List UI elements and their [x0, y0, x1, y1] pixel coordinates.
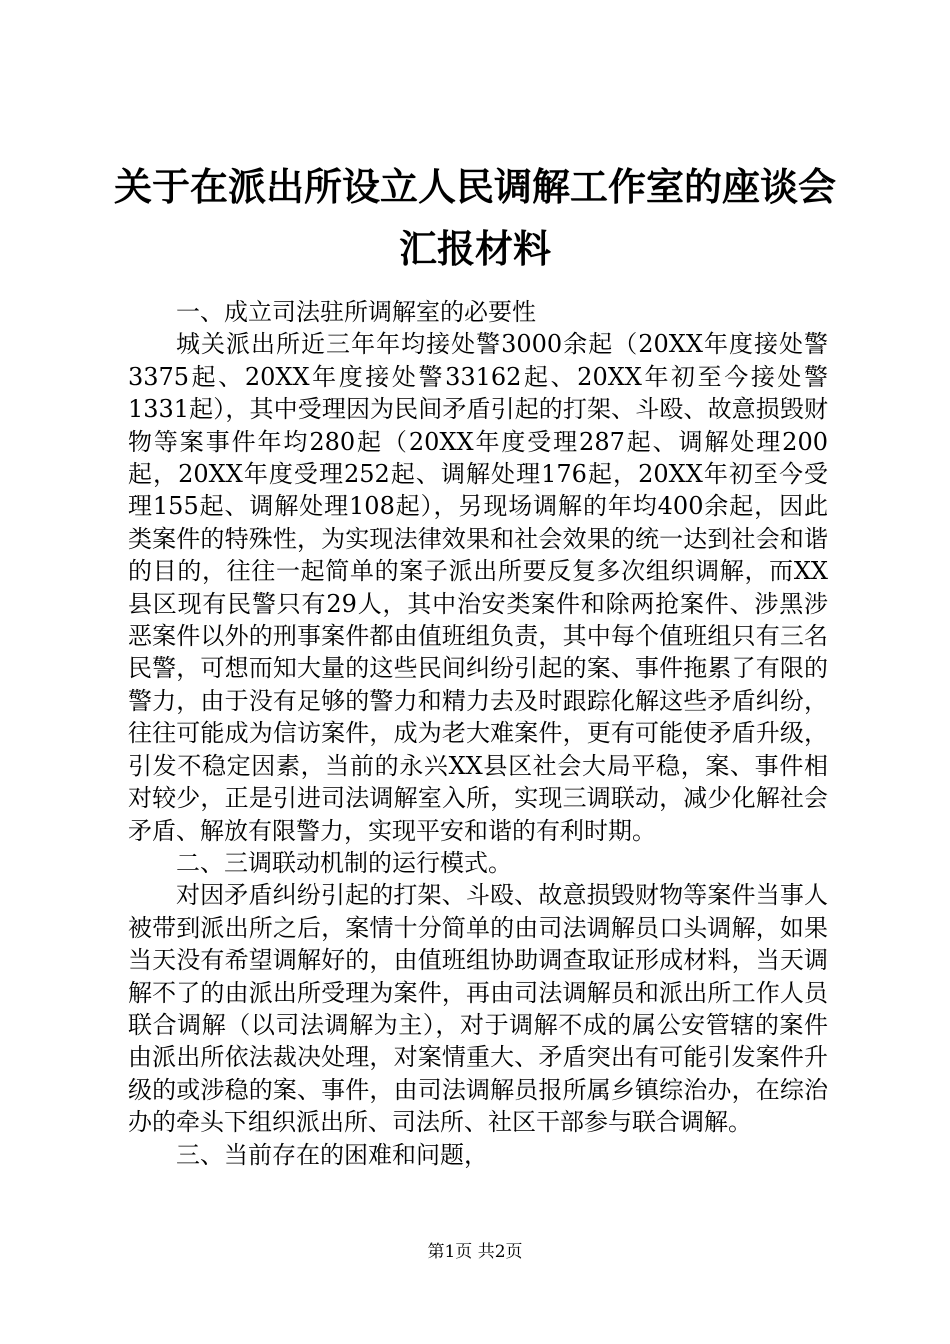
body-paragraph: 城关派出所近三年年均接处警3000余起（20XX年度接处警3375起、20XX年度接处警33162起、20XX年初至今接处警1331起），其中受理因为民间矛盾引起的打架、斗殴、故意损毁财物等案事件年均280起（20XX年度受理287起、调解处理200起，20XX年度受理252起、调解处理176起，20XX年初至今受理155起、调解处理108起），另现场调解的年均400余起，因此类案件的特殊性，为实现法律效果和社会效果的统一达到社会和谐的目的，往往一起简单的案子派出所要反复多次组织调解，而XX县区现有民警只有29人，其中治安类案件和除两抢案件、涉黑涉恶案件以外的刑事案件都由值班组负责，其中每个值班组只有三名民警，可想而知大量的这些民间纠纷引起的案、事件拖累了有限的警力，由于没有足够的警力和精力去及时跟踪化解这些矛盾纠纷，往往可能成为信访案件，成为老大难案件，更有可能使矛盾升级，引发不稳定因素，当前的永兴XX县区社会大局平稳，案、事件相对较少，正是引进司法调解室入所，实现三调联动，减少化解社会矛盾、解放有限警力，实现平安和谐的有利时期。 [128, 330, 828, 845]
section-heading-2: 二、三调联动机制的运行模式。 [176, 848, 512, 877]
document-title: 关于在派出所设立人民调解工作室的座谈会汇报材料 [113, 164, 836, 271]
document-body [128, 296, 828, 1171]
section-heading-3: 三、当前存在的困难和问题， [176, 1140, 488, 1169]
page-number-footer: 第1页 共2页 [427, 1242, 523, 1262]
body-paragraph: 对因矛盾纠纷引起的打架、斗殴、故意损毁财物等案件当事人被带到派出所之后，案情十分简单的由司法调解员口头调解，如果当天没有希望调解好的，由值班组协助调查取证形成材料，当天调解不了的由派出所受理为案件，再由司法调解员和派出所工作人员联合调解（以司法调解为主），对于调解不成的属公安管辖的案件由派出所依法裁决处理，对案情重大、矛盾突出有可能引发案件升级的或涉稳的案、事件，由司法调解员报所属乡镇综治办，在综治办的牵头下组织派出所、司法所、社区干部参与联合调解。 [128, 881, 828, 1137]
section-heading-1: 一、成立司法驻所调解室的必要性 [176, 298, 536, 326]
